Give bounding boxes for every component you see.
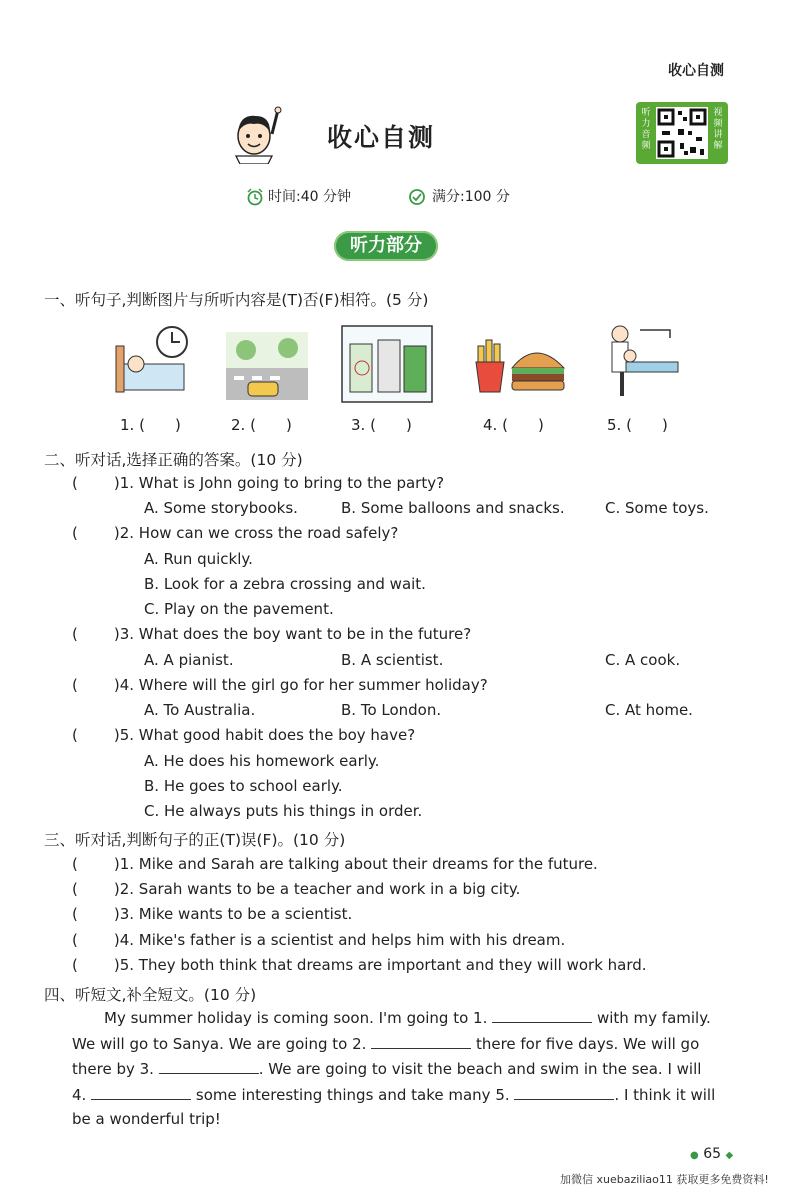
part1-item-4[interactable]: 4. ( ) bbox=[483, 416, 544, 434]
part2-q5-option-c: C. He always puts his things in order. bbox=[144, 802, 423, 820]
part2-q4-option-b: B. To London. bbox=[341, 701, 442, 719]
passage-line-5: be a wonderful trip! bbox=[72, 1110, 221, 1128]
part1-heading: 一、听句子,判断图片与所听内容是(T)否(F)相符。(5 分) bbox=[44, 291, 429, 309]
part3-item-3: ( )3. Mike wants to be a scientist. bbox=[72, 905, 353, 923]
street-crossing-picture bbox=[226, 332, 308, 400]
part1-item-3[interactable]: 3. ( ) bbox=[351, 416, 412, 434]
full-score: 满分:100 分 bbox=[432, 189, 510, 205]
part2-heading: 二、听对话,选择正确的答案。(10 分) bbox=[44, 451, 303, 469]
alarm-clock-icon bbox=[246, 188, 264, 206]
part1-item-5[interactable]: 5. ( ) bbox=[607, 416, 668, 434]
dot-icon: ● bbox=[690, 1150, 699, 1161]
part3-item-2: ( )2. Sarah wants to be a teacher and work in a big city. bbox=[72, 880, 521, 898]
fries-and-burger-picture bbox=[474, 332, 570, 396]
passage-line-2: We will go to Sanya. We are going to 2. there for five days. We will go bbox=[72, 1035, 700, 1053]
part2-q5-option-b: B. He goes to school early. bbox=[144, 777, 343, 795]
shop-shelves-picture bbox=[340, 324, 434, 404]
passage-line-4: 4. some interesting things and take many 5. . I think it will bbox=[72, 1086, 716, 1104]
part2-q2: ( )2. How can we cross the road safely? bbox=[72, 524, 399, 542]
part2-q4: ( )4. Where will the girl go for her summer holiday? bbox=[72, 676, 488, 694]
part2-q1-option-c: C. Some toys. bbox=[605, 499, 709, 517]
part2-q1-option-a: A. Some storybooks. bbox=[144, 499, 298, 517]
boy-cartoon-icon bbox=[226, 104, 288, 164]
part2-q4-option-c: C. At home. bbox=[605, 701, 693, 719]
check-circle-icon bbox=[408, 188, 426, 206]
blank-3[interactable] bbox=[159, 1059, 259, 1074]
part3-item-5: ( )5. They both think that dreams are important and they will work hard. bbox=[72, 956, 647, 974]
boy-sleeping-clock-picture bbox=[114, 324, 198, 396]
part2-q2-option-b: B. Look for a zebra crossing and wait. bbox=[144, 575, 426, 593]
part2-q2-option-a: A. Run quickly. bbox=[144, 550, 253, 568]
blank-1[interactable] bbox=[492, 1008, 592, 1023]
page-number: ● 65 ◆ bbox=[690, 1146, 734, 1162]
page-title: 收心自测 bbox=[327, 123, 436, 152]
blank-4[interactable] bbox=[91, 1085, 191, 1100]
time-limit: 时间:40 分钟 bbox=[268, 189, 351, 205]
corner-title: 收心自测 bbox=[668, 63, 724, 79]
footer-note: 加微信 xuebaziliao11 获取更多免费资料! bbox=[560, 1173, 769, 1186]
qr-left-label: 听力音频 bbox=[641, 108, 651, 151]
passage-line-3: there by 3. . We are going to visit the beach and swim in the sea. I will bbox=[72, 1060, 702, 1078]
qr-code-icon bbox=[656, 107, 708, 159]
part4-heading: 四、听短文,补全短文。(10 分) bbox=[44, 986, 257, 1004]
section-pill-listening: 听力部分 bbox=[334, 231, 438, 261]
part2-q3-option-a: A. A pianist. bbox=[144, 651, 234, 669]
part2-q3-option-c: C. A cook. bbox=[605, 651, 681, 669]
blank-2[interactable] bbox=[371, 1034, 471, 1049]
part2-q2-option-c: C. Play on the pavement. bbox=[144, 600, 334, 618]
dentist-picture bbox=[600, 322, 684, 400]
part2-q3-option-b: B. A scientist. bbox=[341, 651, 444, 669]
part3-item-4: ( )4. Mike's father is a scientist and helps him with his dream. bbox=[72, 931, 566, 949]
part2-q1-option-b: B. Some balloons and snacks. bbox=[341, 499, 565, 517]
qr-right-label: 视频讲解 bbox=[713, 108, 723, 151]
part2-q1: ( )1. What is John going to bring to the party? bbox=[72, 474, 445, 492]
dot-icon: ◆ bbox=[725, 1150, 734, 1161]
part2-q5-option-a: A. He does his homework early. bbox=[144, 752, 380, 770]
part1-item-1[interactable]: 1. ( ) bbox=[120, 416, 181, 434]
qr-code-panel[interactable] bbox=[636, 102, 728, 164]
part2-q3: ( )3. What does the boy want to be in the future? bbox=[72, 625, 472, 643]
part2-q4-option-a: A. To Australia. bbox=[144, 701, 256, 719]
blank-5[interactable] bbox=[514, 1085, 614, 1100]
part1-item-2[interactable]: 2. ( ) bbox=[231, 416, 292, 434]
part3-item-1: ( )1. Mike and Sarah are talking about their dreams for the future. bbox=[72, 855, 598, 873]
part2-q5: ( )5. What good habit does the boy have? bbox=[72, 726, 416, 744]
part3-heading: 三、听对话,判断句子的正(T)误(F)。(10 分) bbox=[44, 831, 346, 849]
passage-line-1: My summer holiday is coming soon. I'm going to 1. with my family. bbox=[104, 1009, 711, 1027]
